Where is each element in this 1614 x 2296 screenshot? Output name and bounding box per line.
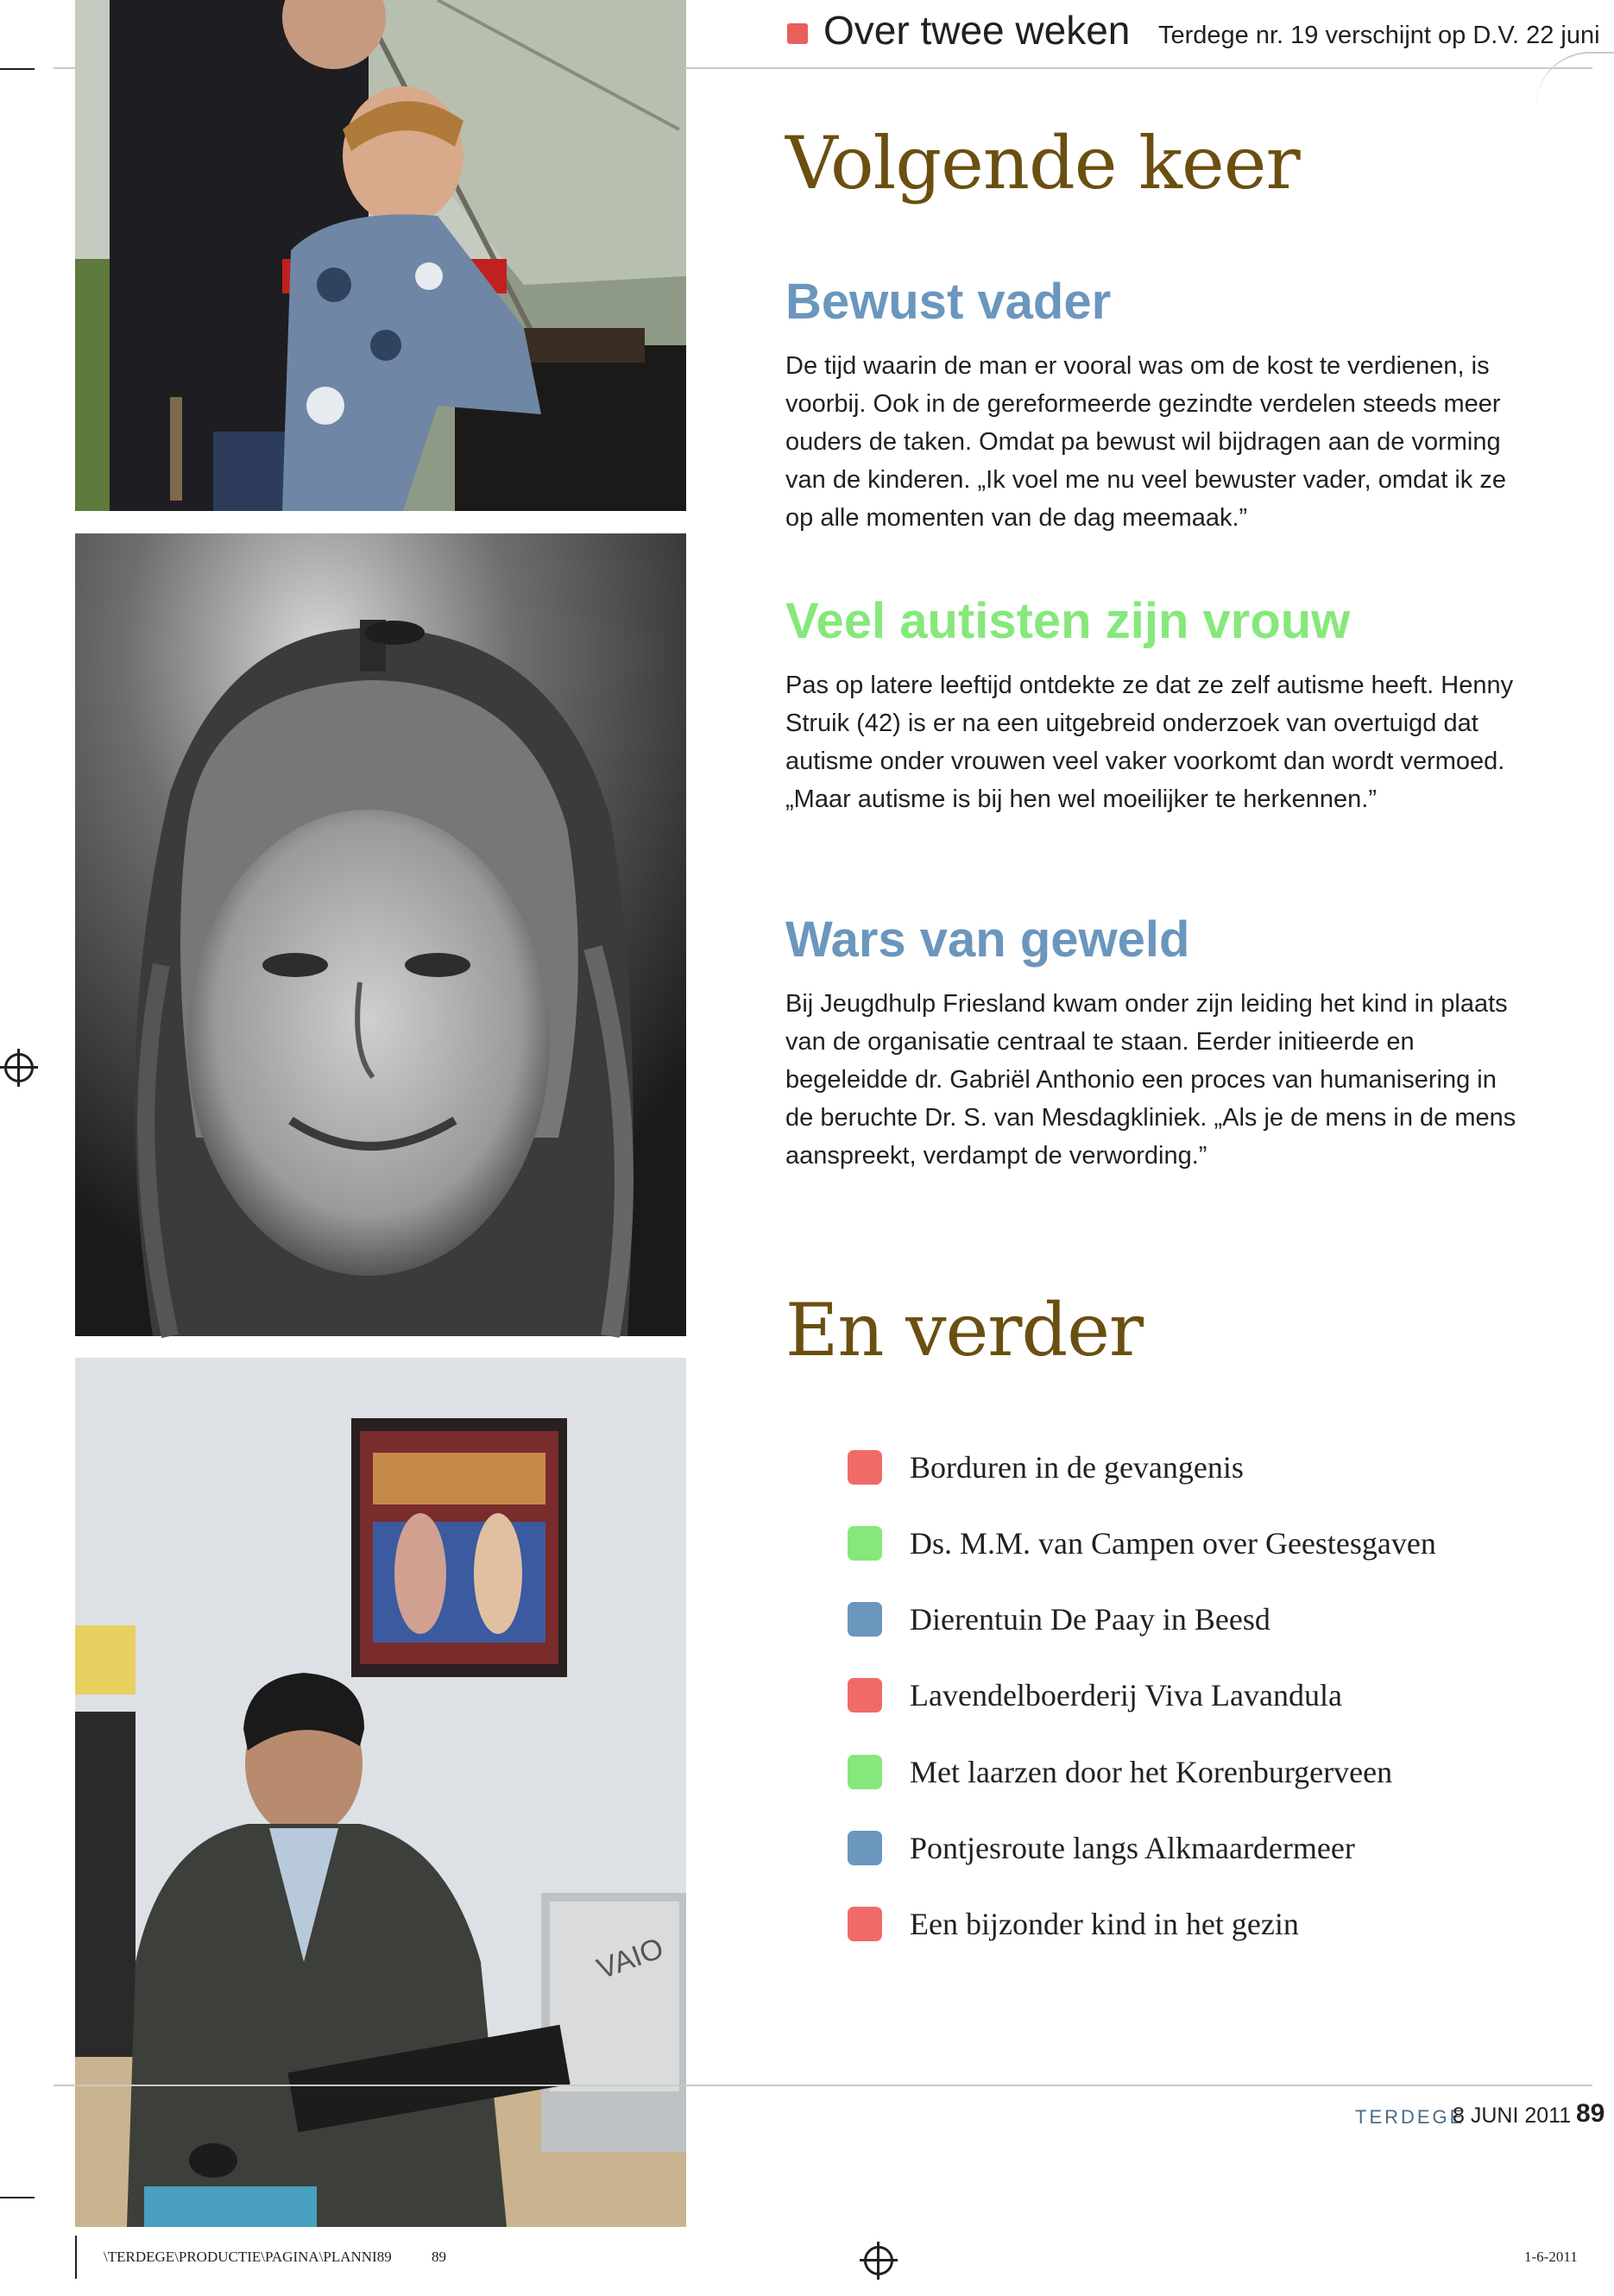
section-heading-autisten: Veel autisten zijn vrouw <box>785 593 1351 649</box>
list-item <box>848 1755 1392 1789</box>
list-item-label: Een bijzonder kind in het gezin <box>910 1907 1299 1941</box>
list-item-label: Borduren in de gevangenis <box>910 1450 1244 1485</box>
list-item <box>848 1526 1436 1561</box>
slug-path: \TERDEGE\PRODUCTIE\PAGINA\PLANNI89 <box>104 2249 392 2265</box>
list-item-label: Dierentuin De Paay in Beesd <box>910 1602 1270 1637</box>
section-text-bewust-vader: De tijd waarin de man er vooral was om de kost te verdienen, is voorbij. Ook in de gereformeerde gezindte verdelen steeds meer ouders de taken. Omdat pa bewust wil bijdragen aan de vorming van de kinderen. „Ik voel me nu veel bewuster vader, omdat ik ze op alle momenten van de dag meemaak.” <box>785 352 1506 532</box>
list-item <box>848 1831 1355 1865</box>
photo-man-at-desk <box>75 1358 686 2227</box>
crop-mark <box>75 2236 77 2279</box>
registration-mark-icon <box>4 1053 34 1082</box>
crop-mark <box>0 68 35 70</box>
slug-date: 1-6-2011 <box>1524 2249 1578 2265</box>
list-item-label: Pontjesroute langs Alkmaardermeer <box>910 1831 1355 1865</box>
list-item <box>848 1907 1299 1941</box>
photo-father-son <box>75 0 686 511</box>
bullet-green-icon <box>848 1755 882 1789</box>
bullet-blue-icon <box>848 1831 882 1865</box>
list-item-label: Met laarzen door het Korenburgerveen <box>910 1755 1393 1789</box>
section-text-autisten: Pas op latere leeftijd ontdekte ze dat ze zelf autisme heeft. Henny Struik (42) is er na een uitgebreid onderzoek van overtuigd dat autisme onder vrouwen veel vaker voorkomt dan wordt vermoed. „Maar autisme is bij hen wel moeilijker te herkennen.” <box>785 672 1514 813</box>
list-item <box>848 1602 1270 1637</box>
bullet-red-icon <box>848 1450 882 1485</box>
list-item <box>848 1678 1342 1713</box>
bullet-blue-icon <box>848 1602 882 1637</box>
bullet-red-icon <box>848 1907 882 1941</box>
section-text-wars-van-geweld: Bij Jeugdhulp Friesland kwam onder zijn leiding het kind in plaats van de organisatie centraal te staan. Eerder initieerde en begeleidde dr. Gabriël Anthonio een proces van humanisering in de beruchte Dr. S. van Mesdagkliniek. „Als je de mens in de mens aanspreekt, verdampt de verwording.” <box>785 990 1516 1170</box>
photo-woman-portrait <box>75 533 686 1336</box>
page-number: 89 <box>1576 2099 1605 2128</box>
crop-mark <box>0 2197 35 2198</box>
bottom-rule <box>54 2085 1592 2086</box>
more-title: En verder <box>785 1288 1144 1372</box>
header-issue-note: Terdege nr. 19 verschijnt op D.V. 22 juni <box>1158 22 1600 49</box>
footer-magazine: TERDEGE <box>1355 2106 1466 2128</box>
laptop-brand-text: VAIO <box>592 1931 668 1986</box>
registration-mark-icon <box>864 2246 893 2275</box>
list-item <box>848 1450 1244 1485</box>
bullet-red-icon <box>848 1678 882 1713</box>
list-item-label: Lavendelboerderij Viva Lavandula <box>910 1678 1342 1713</box>
list-item-label: Ds. M.M. van Campen over Geestesgaven <box>910 1526 1436 1561</box>
footer-date: 8 JUNI 2011 <box>1453 2104 1572 2128</box>
section-heading-bewust-vader: Bewust vader <box>785 274 1112 330</box>
bullet-green-icon <box>848 1526 882 1561</box>
header-label: Over twee weken <box>823 8 1131 53</box>
top-rule-corner <box>1536 52 1614 105</box>
page-title: Volgende keer <box>785 121 1300 205</box>
header-square-icon <box>787 23 808 44</box>
slug-page: 89 <box>432 2249 446 2265</box>
section-heading-wars-van-geweld: Wars van geweld <box>785 911 1190 968</box>
